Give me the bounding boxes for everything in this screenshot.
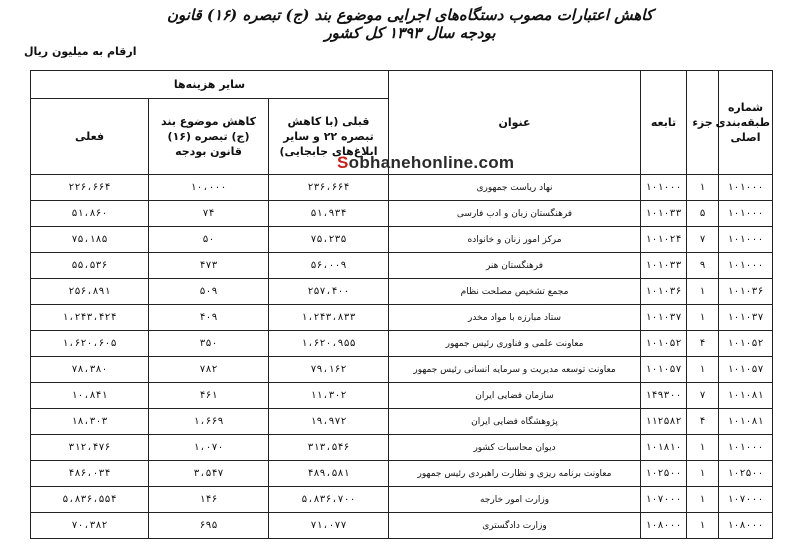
cell-name: معاونت توسعه مدیریت و سرمایه انسانی رئیس جمهور — [389, 357, 641, 383]
cell-reduction: ۴۰۹ — [149, 305, 269, 331]
cell-code: ۱۰۱۰۰۰ — [719, 227, 773, 253]
cell-reduction: ۵۰۹ — [149, 279, 269, 305]
cell-part: ۴ — [687, 409, 719, 435]
cell-reduction: ۱،۶۶۹ — [149, 409, 269, 435]
table-row — [31, 435, 773, 461]
cell-dependency: ۱۰۲۵۰۰ — [641, 461, 687, 487]
cell-part: ۱ — [687, 279, 719, 305]
watermark: Sobhanehonline.com — [337, 153, 515, 172]
cell-code: ۱۰۱۰۰۰ — [719, 253, 773, 279]
cell-part: ۱ — [687, 513, 719, 539]
cell-code: ۱۰۱۰۵۷ — [719, 357, 773, 383]
cell-final: ۳۱۲،۴۷۶ — [31, 435, 149, 461]
header-part: جزء — [687, 71, 719, 175]
cell-part: ۷ — [687, 383, 719, 409]
cell-code: ۱۰۱۰۰۰ — [719, 175, 773, 201]
header-name: عنوان — [389, 71, 641, 175]
cell-previous: ۲۳۶،۶۶۴ — [269, 175, 389, 201]
cell-dependency: ۱۰۱۰۲۴ — [641, 227, 687, 253]
cell-final: ۵۵،۵۳۶ — [31, 253, 149, 279]
cell-final: ۵،۸۳۶،۵۵۴ — [31, 487, 149, 513]
table-row — [31, 513, 773, 539]
cell-reduction: ۴۶۱ — [149, 383, 269, 409]
table-row — [31, 383, 773, 409]
cell-final: ۷۵،۱۸۵ — [31, 227, 149, 253]
cell-dependency: ۱۴۹۳۰۰ — [641, 383, 687, 409]
cell-code: ۱۰۷۰۰۰ — [719, 487, 773, 513]
table-row — [31, 253, 773, 279]
page-title: کاهش اعتبارات مصوب دستگاه‌های اجرایی موضوع بند (ج) تبصره (۱۶) قانون بودجه سال ۱۳۹۳ کل کشور — [167, 6, 653, 42]
unit-note: ارقام به میلیون ریال — [24, 45, 137, 58]
cell-dependency: ۱۰۱۰۳۷ — [641, 305, 687, 331]
cell-name: وزارت امور خارجه — [389, 487, 641, 513]
cell-previous: ۴۸۹،۵۸۱ — [269, 461, 389, 487]
cell-previous: ۵۶،۰۰۹ — [269, 253, 389, 279]
cell-final: ۱،۲۴۳،۴۲۴ — [31, 305, 149, 331]
budget-table — [30, 70, 773, 539]
cell-dependency: ۱۰۱۰۳۶ — [641, 279, 687, 305]
cell-part: ۴ — [687, 331, 719, 357]
cell-final: ۴۸۶،۰۳۴ — [31, 461, 149, 487]
cell-name: نهاد ریاست جمهوری — [389, 175, 641, 201]
cell-dependency: ۱۰۷۰۰۰ — [641, 487, 687, 513]
cell-final: ۲۵۶،۸۹۱ — [31, 279, 149, 305]
cell-dependency: ۱۰۸۰۰۰ — [641, 513, 687, 539]
table-row — [31, 279, 773, 305]
cell-reduction: ۴۷۳ — [149, 253, 269, 279]
cell-final: ۷۸،۳۸۰ — [31, 357, 149, 383]
cell-reduction: ۱۰،۰۰۰ — [149, 175, 269, 201]
cell-previous: ۷۵،۲۳۵ — [269, 227, 389, 253]
table-body — [31, 175, 773, 539]
cell-name: فرهنگستان زبان و ادب فارسی — [389, 201, 641, 227]
cell-final: ۲۲۶،۶۶۴ — [31, 175, 149, 201]
cell-name: دیوان محاسبات کشور — [389, 435, 641, 461]
cell-part: ۷ — [687, 227, 719, 253]
cell-dependency: ۱۰۱۰۳۳ — [641, 253, 687, 279]
cell-final: ۱۰،۸۴۱ — [31, 383, 149, 409]
header-code: شماره طبقه‌بندی اصلی — [719, 71, 773, 175]
cell-name: مرکز امور زنان و خانواده — [389, 227, 641, 253]
cell-reduction: ۱،۰۷۰ — [149, 435, 269, 461]
cell-reduction: ۱۴۶ — [149, 487, 269, 513]
cell-final: ۱،۶۲۰،۶۰۵ — [31, 331, 149, 357]
cell-previous: ۱۱،۳۰۲ — [269, 383, 389, 409]
cell-code: ۱۰۱۰۸۱ — [719, 383, 773, 409]
cell-part: ۵ — [687, 201, 719, 227]
cell-name: وزارت دادگستری — [389, 513, 641, 539]
cell-code: ۱۰۱۰۸۱ — [719, 409, 773, 435]
cell-dependency: ۱۱۲۵۸۲ — [641, 409, 687, 435]
cell-previous: ۷۹،۱۶۲ — [269, 357, 389, 383]
cell-reduction: ۷۸۲ — [149, 357, 269, 383]
cell-previous: ۱،۲۴۳،۸۳۳ — [269, 305, 389, 331]
cell-previous: ۱۹،۹۷۲ — [269, 409, 389, 435]
cell-code: ۱۰۱۰۳۶ — [719, 279, 773, 305]
cell-final: ۱۸،۳۰۳ — [31, 409, 149, 435]
cell-previous: ۷۱،۰۷۷ — [269, 513, 389, 539]
cell-dependency: ۱۰۱۸۱۰ — [641, 435, 687, 461]
cell-code: ۱۰۸۰۰۰ — [719, 513, 773, 539]
cell-part: ۱ — [687, 305, 719, 331]
cell-previous: ۱،۶۲۰،۹۵۵ — [269, 331, 389, 357]
table-row — [31, 487, 773, 513]
cell-dependency: ۱۰۱۰۳۳ — [641, 201, 687, 227]
cell-reduction: ۶۹۵ — [149, 513, 269, 539]
cell-part: ۱ — [687, 435, 719, 461]
table-row — [31, 227, 773, 253]
cell-name: مجمع تشخیص مصلحت نظام — [389, 279, 641, 305]
cell-part: ۱ — [687, 357, 719, 383]
cell-name: ستاد مبارزه با مواد مخدر — [389, 305, 641, 331]
cell-name: معاونت برنامه ریزی و نظارت راهبردی رئیس جمهور — [389, 461, 641, 487]
cell-part: ۱ — [687, 487, 719, 513]
cell-reduction: ۳۵۰ — [149, 331, 269, 357]
table-row — [31, 175, 773, 201]
cell-reduction: ۳،۵۴۷ — [149, 461, 269, 487]
cell-part: ۱ — [687, 175, 719, 201]
table-row — [31, 201, 773, 227]
cell-reduction: ۷۴ — [149, 201, 269, 227]
table-row — [31, 357, 773, 383]
cell-name: سازمان فضایی ایران — [389, 383, 641, 409]
cell-part: ۹ — [687, 253, 719, 279]
header-reduction: کاهش موضوع بند (ج) تبصره (۱۶) قانون بودجه — [149, 99, 269, 175]
cell-previous: ۲۵۷،۴۰۰ — [269, 279, 389, 305]
cell-code: ۱۰۱۰۰۰ — [719, 201, 773, 227]
header-previous: قبلی (با کاهش تبصره ۲۲ و سایر ابلاغ‌های جابجایی) — [269, 99, 389, 175]
cell-code: ۱۰۱۰۰۰ — [719, 435, 773, 461]
table-row — [31, 331, 773, 357]
table-row — [31, 461, 773, 487]
cell-code: ۱۰۱۰۵۲ — [719, 331, 773, 357]
cell-dependency: ۱۰۱۰۰۰ — [641, 175, 687, 201]
header-other-costs: سایر هزینه‌ها — [31, 71, 389, 99]
cell-name: پژوهشگاه فضایی ایران — [389, 409, 641, 435]
cell-dependency: ۱۰۱۰۵۷ — [641, 357, 687, 383]
cell-dependency: ۱۰۱۰۵۲ — [641, 331, 687, 357]
table-row — [31, 305, 773, 331]
cell-previous: ۵۱،۹۳۴ — [269, 201, 389, 227]
cell-reduction: ۵۰ — [149, 227, 269, 253]
cell-name: معاونت علمی و فناوری رئیس جمهور — [389, 331, 641, 357]
cell-final: ۵۱،۸۶۰ — [31, 201, 149, 227]
cell-code: ۱۰۱۰۳۷ — [719, 305, 773, 331]
cell-final: ۷۰،۳۸۲ — [31, 513, 149, 539]
cell-part: ۱ — [687, 461, 719, 487]
header-final: فعلی — [31, 99, 149, 175]
cell-code: ۱۰۲۵۰۰ — [719, 461, 773, 487]
cell-name: فرهنگستان هنر — [389, 253, 641, 279]
header-dependency: تابعه — [641, 71, 687, 175]
cell-previous: ۳۱۳،۵۴۶ — [269, 435, 389, 461]
table-row — [31, 409, 773, 435]
cell-previous: ۵،۸۳۶،۷۰۰ — [269, 487, 389, 513]
